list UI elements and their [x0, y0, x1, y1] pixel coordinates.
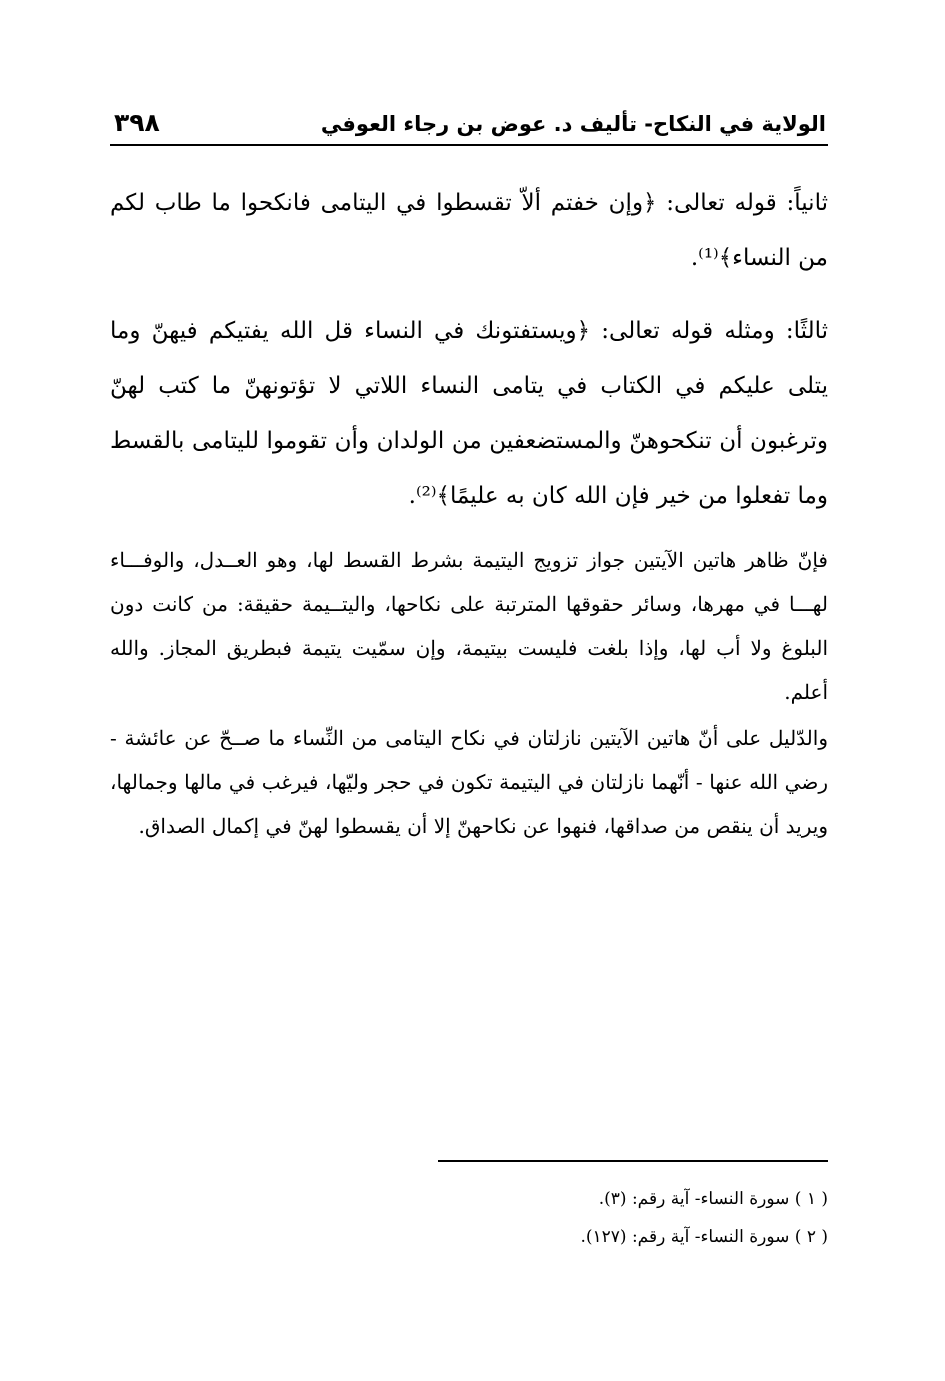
paragraph-second	[110, 176, 828, 286]
paragraph-third-lead: ثالثًا: ومثله قوله تعالى:	[590, 318, 828, 344]
body-text	[110, 176, 828, 848]
header-title: الولاية في النكاح- تأليف د. عوض بن رجاء العوفي	[320, 112, 826, 136]
paragraph-third	[110, 304, 828, 524]
quran-verse-nisa-3: ﴿وإن خفتم ألاّ تقسطوا في اليتامى فانكحوا ما طاب لكم من النساء﴾⁽¹⁾.	[110, 190, 828, 271]
paragraph-fourth: فإنّ ظاهر هاتين الآيتين جواز تزويج اليتيمة بشرط القسط لها، وهو العــدل، والوفـــاء لهـــا في مهرها، وسائر حقوقها المترتبة على نكاحها، واليتــيمة حقيقة: من كانت دون البلوغ ولا أب لها، وإذا بلغت فليست بيتيمة، وإن سمّيت يتيمة فبطريق المجاز. والله أعلم.	[110, 548, 828, 704]
footnote-2: ( ٢ ) سورة النساء- آية رقم: (١٢٧).	[580, 1227, 828, 1247]
footnote-divider	[438, 1160, 828, 1162]
page-number: ٣٩٨	[114, 108, 160, 137]
paragraph-second-lead: ثانياً: قوله تعالى:	[656, 190, 828, 216]
quran-verse-nisa-127: ﴿ويستفتونك في النساء قل الله يفتيكم فيهنّ وما يتلى عليكم في الكتاب في يتامى النساء اللاتي لا تؤتونهنّ ما كتب لهنّ وترغبون أن تنكحوهنّ والمستضعفين من الولدان وأن تقوموا لليتامى بالقسط وما تفعلوا من خير فإن الله كان به عليمًا﴾⁽²⁾.	[110, 318, 828, 509]
footnote-1: ( ١ ) سورة النساء- آية رقم: (٣).	[598, 1189, 828, 1209]
footnotes	[110, 1180, 828, 1256]
running-header	[110, 108, 828, 146]
paragraph-fifth: والدّليل على أنّ هاتين الآيتين نازلتان في نكاح اليتامى من النِّساء ما صــحّ عن عائشة - رضي الله عنها - أنّهما نازلتان في اليتيمة تكون في حجر وليّها، فيرغب في مالها وجمالها، ويريد أن ينقص من صداقها، فنهوا عن نكاحهنّ إلا أن يقسطوا لهنّ في إكمال الصداق.	[110, 726, 828, 838]
